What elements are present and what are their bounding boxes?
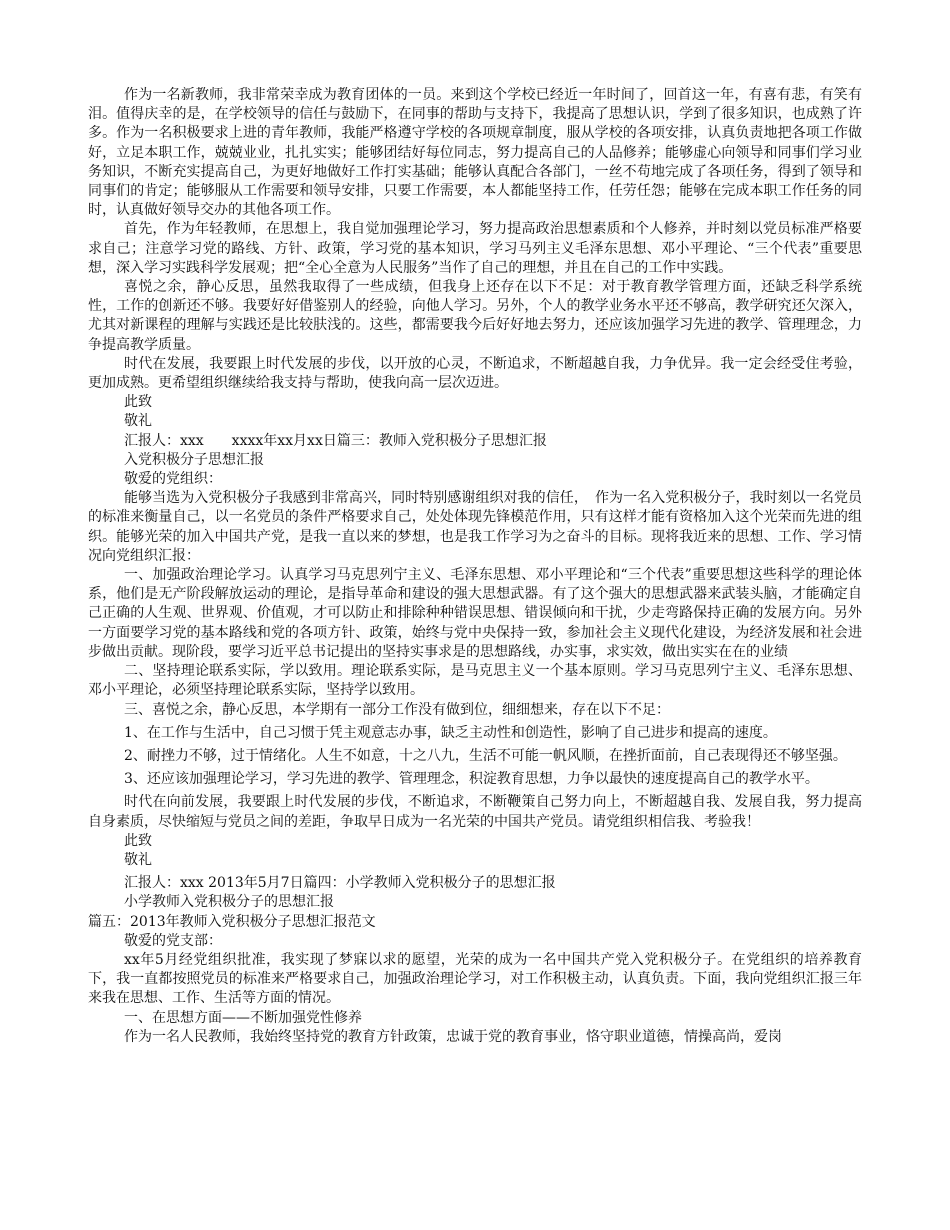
paragraph-point-two: 二、坚持理论联系实际，学以致用。理论联系实际，是马克思主义一个基本原则。学习马克思列宁主义、毛泽东思想、邓小平理论，必须坚持理论联系实际，坚持学以致用。 <box>88 663 862 699</box>
closing-cizhi: 此致 <box>124 394 152 411</box>
salutation-2: 敬爱的党支部： <box>124 932 222 949</box>
paragraph-approved: xx年5月经党组织批准，我实现了梦寐以求的愿望，光荣的成为一名中国共产党入党积极分子。在党组织的培养教育下，我一直都按照党员的标准来严格要求自己，加强政治理论学习，对工作积极主动，认真负责。下面，我向党组织汇报三年来我在思想、工作、生活等方面的情况。 <box>88 951 862 1007</box>
paragraph-forward: 时代在向前发展，我要跟上时代发展的步伐，不断追求，不断鞭策自己努力向上，不断超越自我、发展自我，努力提高自身素质，尽快缩短与党员之间的差距，争取早日成为一名光荣的中国共产党员。请党组织相信我、考验我！ <box>88 794 862 830</box>
section-title: 入党积极分子思想汇报 <box>124 451 264 468</box>
closing-cizhi-2: 此致 <box>124 832 152 849</box>
list-item-2: 2、耐挫力不够，过于情绪化。人生不如意，十之八九，生活不可能一帆风顺，在挫折面前，自己表现得还不够坚强。 <box>124 747 847 764</box>
salutation: 敬爱的党组织： <box>124 471 222 488</box>
section-title-2: 小学教师入党积极分子的思想汇报 <box>124 894 334 911</box>
signature-line: 汇报人：xxx xxxx年xx月xx日篇三：教师入党积极分子思想汇报 <box>124 432 547 449</box>
list-item-1: 1、在工作与生活中，自己习惯于凭主观意志办事，缺乏主动性和创造性，影响了自己进步和提高的速度。 <box>124 724 777 741</box>
closing-jingli-2: 敬礼 <box>124 851 152 868</box>
closing-jingli: 敬礼 <box>124 413 152 430</box>
section-heading-five: 篇五：2013年教师入党积极分子思想汇报范文 <box>88 913 376 930</box>
paragraph-elected: 能够当选为入党积极分子我感到非常高兴，同时特别感谢组织对我的信任， 作为一名入党积极分子，我时刻以一名党员的标准来衡量自己，以一名党员的条件严格要求自己，处处体现先锋模范作用，只有这样才能有资格加入这个光荣而先进的组织。能够光荣的加入中国共产党，是我一直以来的梦想，也是我工作学习为之奋斗的目标。现将我近来的思想、工作、学习情况向党组织汇报： <box>88 490 862 564</box>
paragraph-teacher: 作为一名人民教师，我始终坚持党的教育方针政策，忠诚于党的教育事业，恪守职业道德，情操高尚，爱岗 <box>124 1028 782 1045</box>
paragraph-point-one: 一、加强政治理论学习。认真学习马克思列宁主义、毛泽东思想、邓小平理论和“三个代表”重要思想这些科学的理论体系，他们是无产阶段解放运动的理论，是指导革命和建设的强大思想武器。有了这个强大的思想武器来武装头脑，才能确定自己正确的人生观、世界观、价值观，才可以防止和排除种种错误思想、错误倾向和干扰，少走弯路保持正确的发展方向。另外一方面要学习党的基本路线和党的各项方针、政策，始终与党中央保持一致，参加社会主义现代化建设，为经济发展和社会进步做出贡献。现阶段，要学习近平总书记提出的坚持实事求是的思想路线，办实事，求实效，做出实实在在的业绩 <box>88 567 862 660</box>
paragraph-development: 时代在发展，我要跟上时代发展的步伐，以开放的心灵，不断追求，不断超越自我，力争优异。我一定会经受住考验，更加成熟。更希望组织继续给我支持与帮助，使我向高一层次迈进。 <box>88 355 862 392</box>
list-item-3: 3、还应该加强理论学习，学习先进的教学、管理理念，积淀教育思想，力争以最快的速度提高自己的教学水平。 <box>124 771 819 788</box>
subheading-thought: 一、在思想方面——不断加强党性修养 <box>124 1009 362 1026</box>
signature-line-2: 汇报人：xxx 2013年5月7日篇四：小学教师入党积极分子的思想汇报 <box>124 875 556 892</box>
paragraph-point-three: 三、喜悦之余，静心反思，本学期有一部分工作没有做到位，细细想来，存在以下不足： <box>124 701 670 718</box>
paragraph-reflection: 喜悦之余，静心反思，虽然我取得了一些成绩，但我身上还存在以下不足：对于教育教学管理方面，还缺乏科学系统性，工作的创新还不够。我要好好借鉴别人的经验，向他人学习。另外，个人的教学业务水平还不够高，教学研究还欠深入，尤其对新课程的理解与实践还是比较肤浅的。这些，都需要我今后好好地去努力，还应该加强学习先进的教学、管理理念，力争提高教学质量。 <box>88 279 862 353</box>
paragraph-intro: 作为一名新教师，我非常荣幸成为教育团体的一员。来到这个学校已经近一年时间了，回首这一年，有喜有悲，有笑有泪。值得庆幸的是，在学校领导的信任与鼓励下，在同事的帮助与支持下，我提高了思想认识，学到了很多知识，也成熟了许多。作为一名积极要求上进的青年教师，我能严格遵守学校的各项规章制度，服从学校的各项安排，认真负责地把各项工作做好，立足本职工作，兢兢业业，扎扎实实；能够团结好每位同志，努力提高自己的人品修养；能够虚心向领导和同事们学习业务知识，不断充实提高自己，为更好地做好工作打实基础；能够认真配合各部门，一丝不苟地完成了各项任务，得到了领导和同事们的肯定；能够服从工作需要和领导安排，只要工作需要，本人都能坚持工作，任劳任怨；能够在完成本职工作任务的同时，认真做好领导交办的其他各项工作。 <box>88 87 862 219</box>
paragraph-first: 首先，作为年轻教师，在思想上，我自觉加强理论学习，努力提高政治思想素质和个人修养，并时刻以党员标准严格要求自己；注意学习党的路线、方针、政策，学习党的基本知识，学习马列主义毛泽东思想、邓小平理论、“三个代表”重要思想，深入学习实践科学发展观；把“全心全意为人民服务”当作了自己的理想，并且在自己的工作中实践。 <box>88 221 862 276</box>
